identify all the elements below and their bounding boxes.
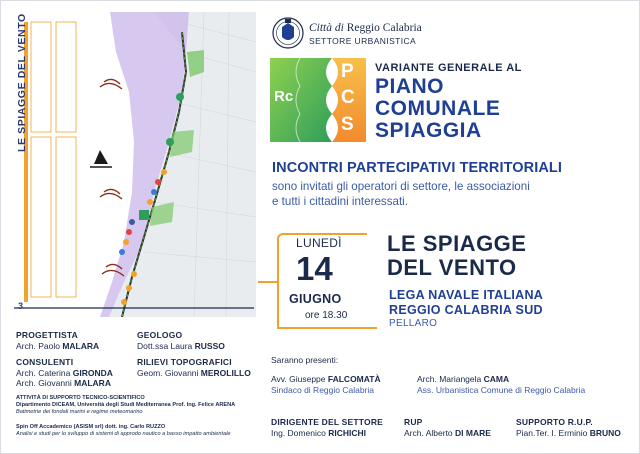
city-crest-icon [272,15,304,51]
invite-heading: INCONTRI PARTECIPATIVI TERRITORIALI [272,160,563,176]
date-weekday: LUNEDÌ [296,236,342,250]
logo-c: C [341,87,355,108]
pcs-logo [270,58,366,142]
credit-progettista: PROGETTISTA Arch. Paolo MALARA [16,330,100,351]
present-assessor: Arch. Mariangela CAMA Ass. Urbanistica Comune di Reggio Calabria [417,374,586,395]
logo-rc: Rc [274,88,294,105]
credit-rilievi: RILIEVI TOPOGRAFICI Geom. Giovanni MEROLILLO [137,357,251,378]
map-section-number: 3 [18,301,24,311]
present-rup: RUP Arch. Alberto DI MARE [404,417,491,438]
city-name: Città di Reggio Calabria [309,22,422,34]
logo-p: P [341,61,354,82]
event-place: PELLARO [389,318,438,329]
present-supporto-rup: SUPPORTO R.U.P. Pian.Ter. I. Erminio BRUNO [516,417,621,438]
event-venue: LEGA NAVALE ITALIANA REGGIO CALABRIA SUD [389,288,544,317]
present-dirigente: DIRIGENTE DEL SETTORE Ing. Domenico RICHICHI [271,417,384,438]
credit-supporto: ATTIVITÀ DI SUPPORTO TECNICO-SCIENTIFICO Dipartimento DICEAM, Università degli Studi Mediterranea Prof. Ing. Felice ARENA Batimetrie dei fondali marini e regime meteomarino [16,395,236,415]
title-main: PIANO COMUNALE SPIAGGIA [375,75,501,142]
title-variante: VARIANTE GENERALE AL [375,62,522,74]
event-title: LE SPIAGGE DEL VENTO [387,231,527,280]
date-frame-foot [277,327,377,329]
map-graphic [4,12,256,317]
date-day: 14 [296,250,333,287]
map-vertical-title: LE SPIAGGE DEL VENTO [16,13,28,152]
present-heading: Saranno presenti: [271,355,339,365]
present-mayor: Avv. Giuseppe FALCOMATÀ Sindaco di Reggio Calabria [271,374,381,395]
credit-geologo: GEOLOGO Dott.ssa Laura RUSSO [137,330,225,351]
date-month: GIUGNO [289,292,342,306]
logo-s: S [341,114,354,135]
date-frame-tick [258,281,278,283]
coastline-map [4,12,256,317]
credit-spinoff: Spin Off Accademico (ASISM srl) dott. ing. Carlo RUZZO Analisi e studi per lo sviluppo di sistemi di approdo nautico a basso impatto ambientale [16,424,231,437]
invite-text: sono invitati gli operatori di settore, le associazioni e tutti i cittadini interessati. [272,180,530,208]
sector-name: SETTORE URBANISTICA [309,36,417,46]
credit-consulenti: CONSULENTI Arch. Caterina GIRONDA Arch. Giovanni MALARA [16,357,113,388]
date-time: ore 18.30 [305,310,348,321]
